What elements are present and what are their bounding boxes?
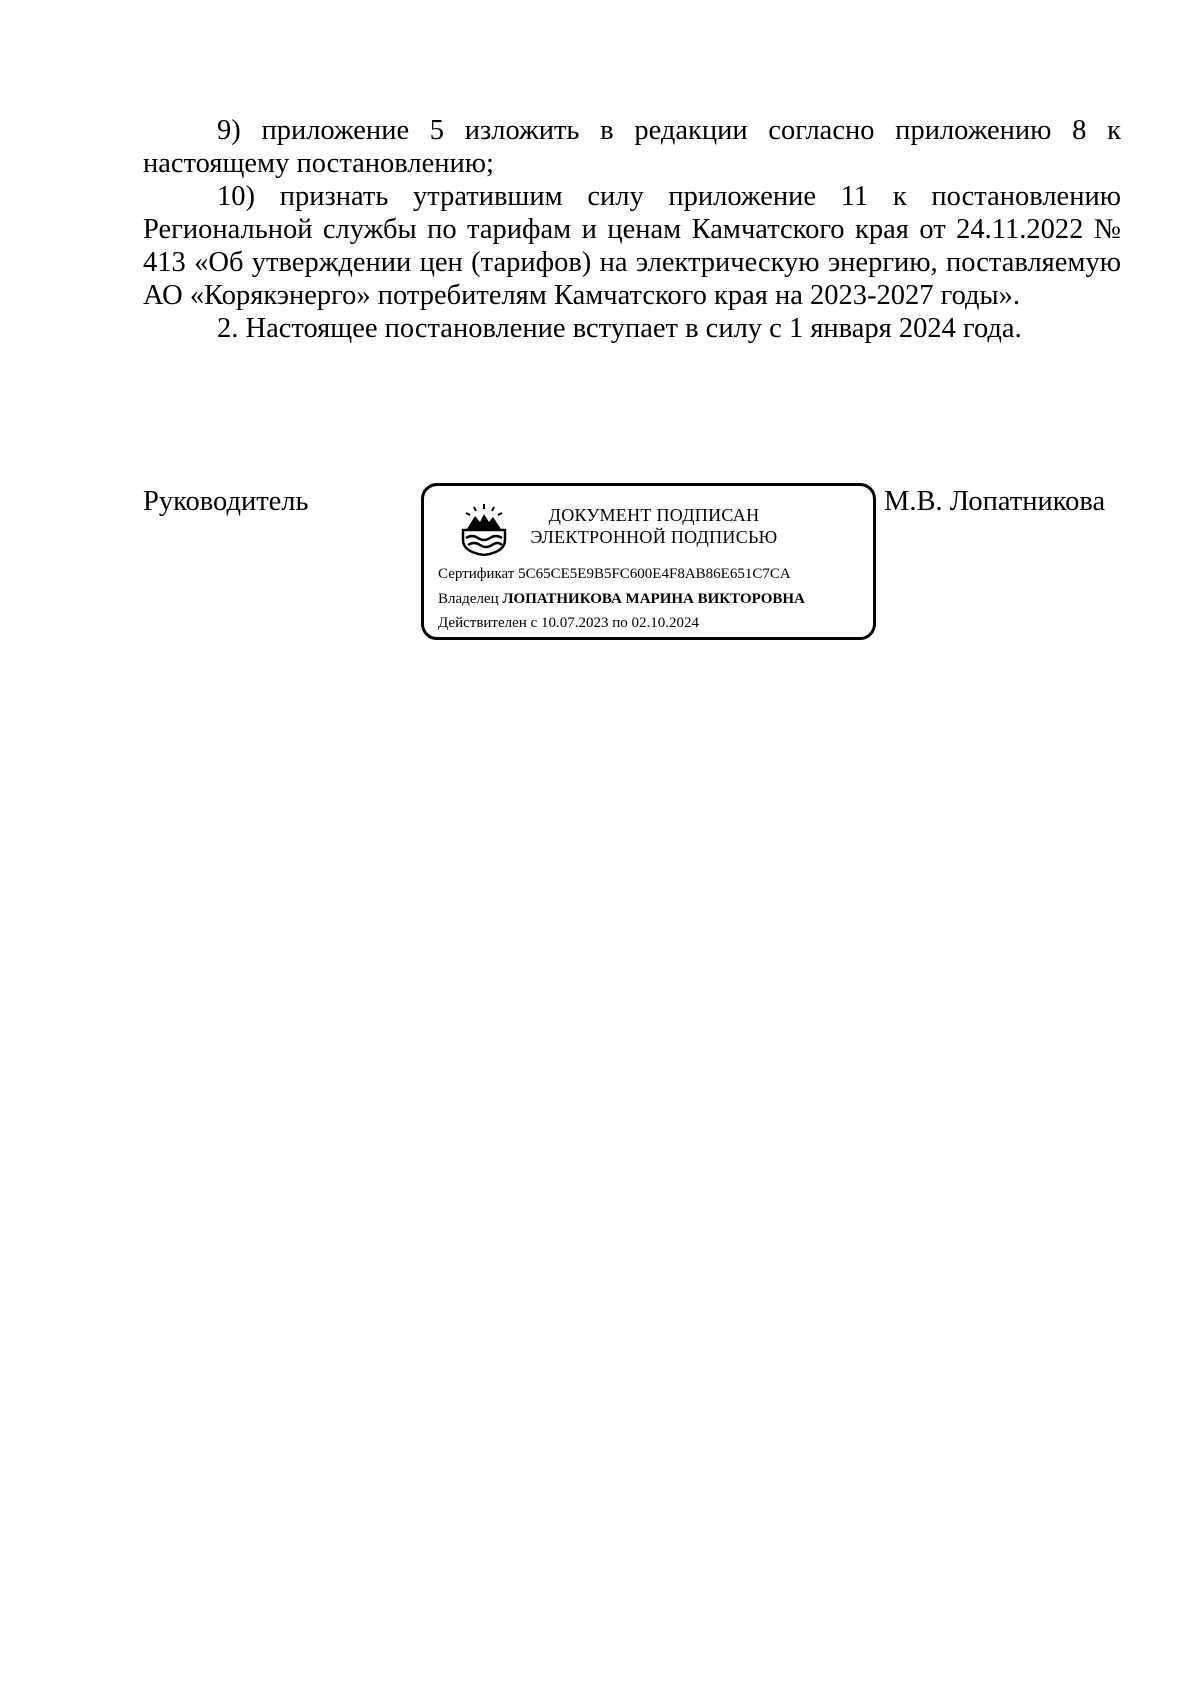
valid-label: Действителен xyxy=(438,615,527,631)
stamp-header-line2: ЭЛЕКТРОННОЙ ПОДПИСЬЮ xyxy=(530,527,778,547)
owner-label: Владелец xyxy=(438,591,499,607)
electronic-signature-stamp xyxy=(421,483,876,640)
valid-from-label: с xyxy=(530,615,538,631)
signatory-position: Руководитель xyxy=(143,486,309,517)
valid-to-date: 02.10.2024 xyxy=(631,615,700,631)
stamp-header-line1: ДОКУМЕНТ ПОДПИСАН xyxy=(548,505,760,525)
paragraph-effective-date: 2. Настоящее постановление вступает в силу с 1 января 2024 года. xyxy=(217,313,1022,344)
certificate-value: 5C65CE5E9B5FC600E4F8AB86E651C7CA xyxy=(518,566,791,582)
document-body xyxy=(143,114,1121,345)
stamp-header xyxy=(524,504,784,548)
valid-to-label: по xyxy=(612,615,628,631)
valid-from-date: 10.07.2023 xyxy=(540,615,609,631)
stamp-validity-line xyxy=(438,614,699,632)
signatory-name: М.В. Лопатникова xyxy=(884,486,1106,517)
certificate-label: Сертификат xyxy=(438,566,515,582)
kamchatka-emblem-icon xyxy=(460,502,508,556)
owner-value: ЛОПАТНИКОВА МАРИНА ВИКТОРОВНА xyxy=(502,591,805,607)
paragraph-item-9: 9) приложение 5 изложить в редакции согласно приложению 8 к настоящему постановлению; xyxy=(143,115,1121,179)
stamp-owner-line xyxy=(438,590,805,608)
paragraph-item-10: 10) признать утратившим силу приложение 11 к постановлению Региональной службы по тарифам и ценам Камчатского края от 24.11.2022 № 413 «Об утверждении цен (тарифов) на электрическую энергию, поставляемую АО «Корякэнерго» потребителям Камчатского края на 2023-2027 годы». xyxy=(143,181,1121,311)
stamp-certificate-line xyxy=(438,565,791,583)
